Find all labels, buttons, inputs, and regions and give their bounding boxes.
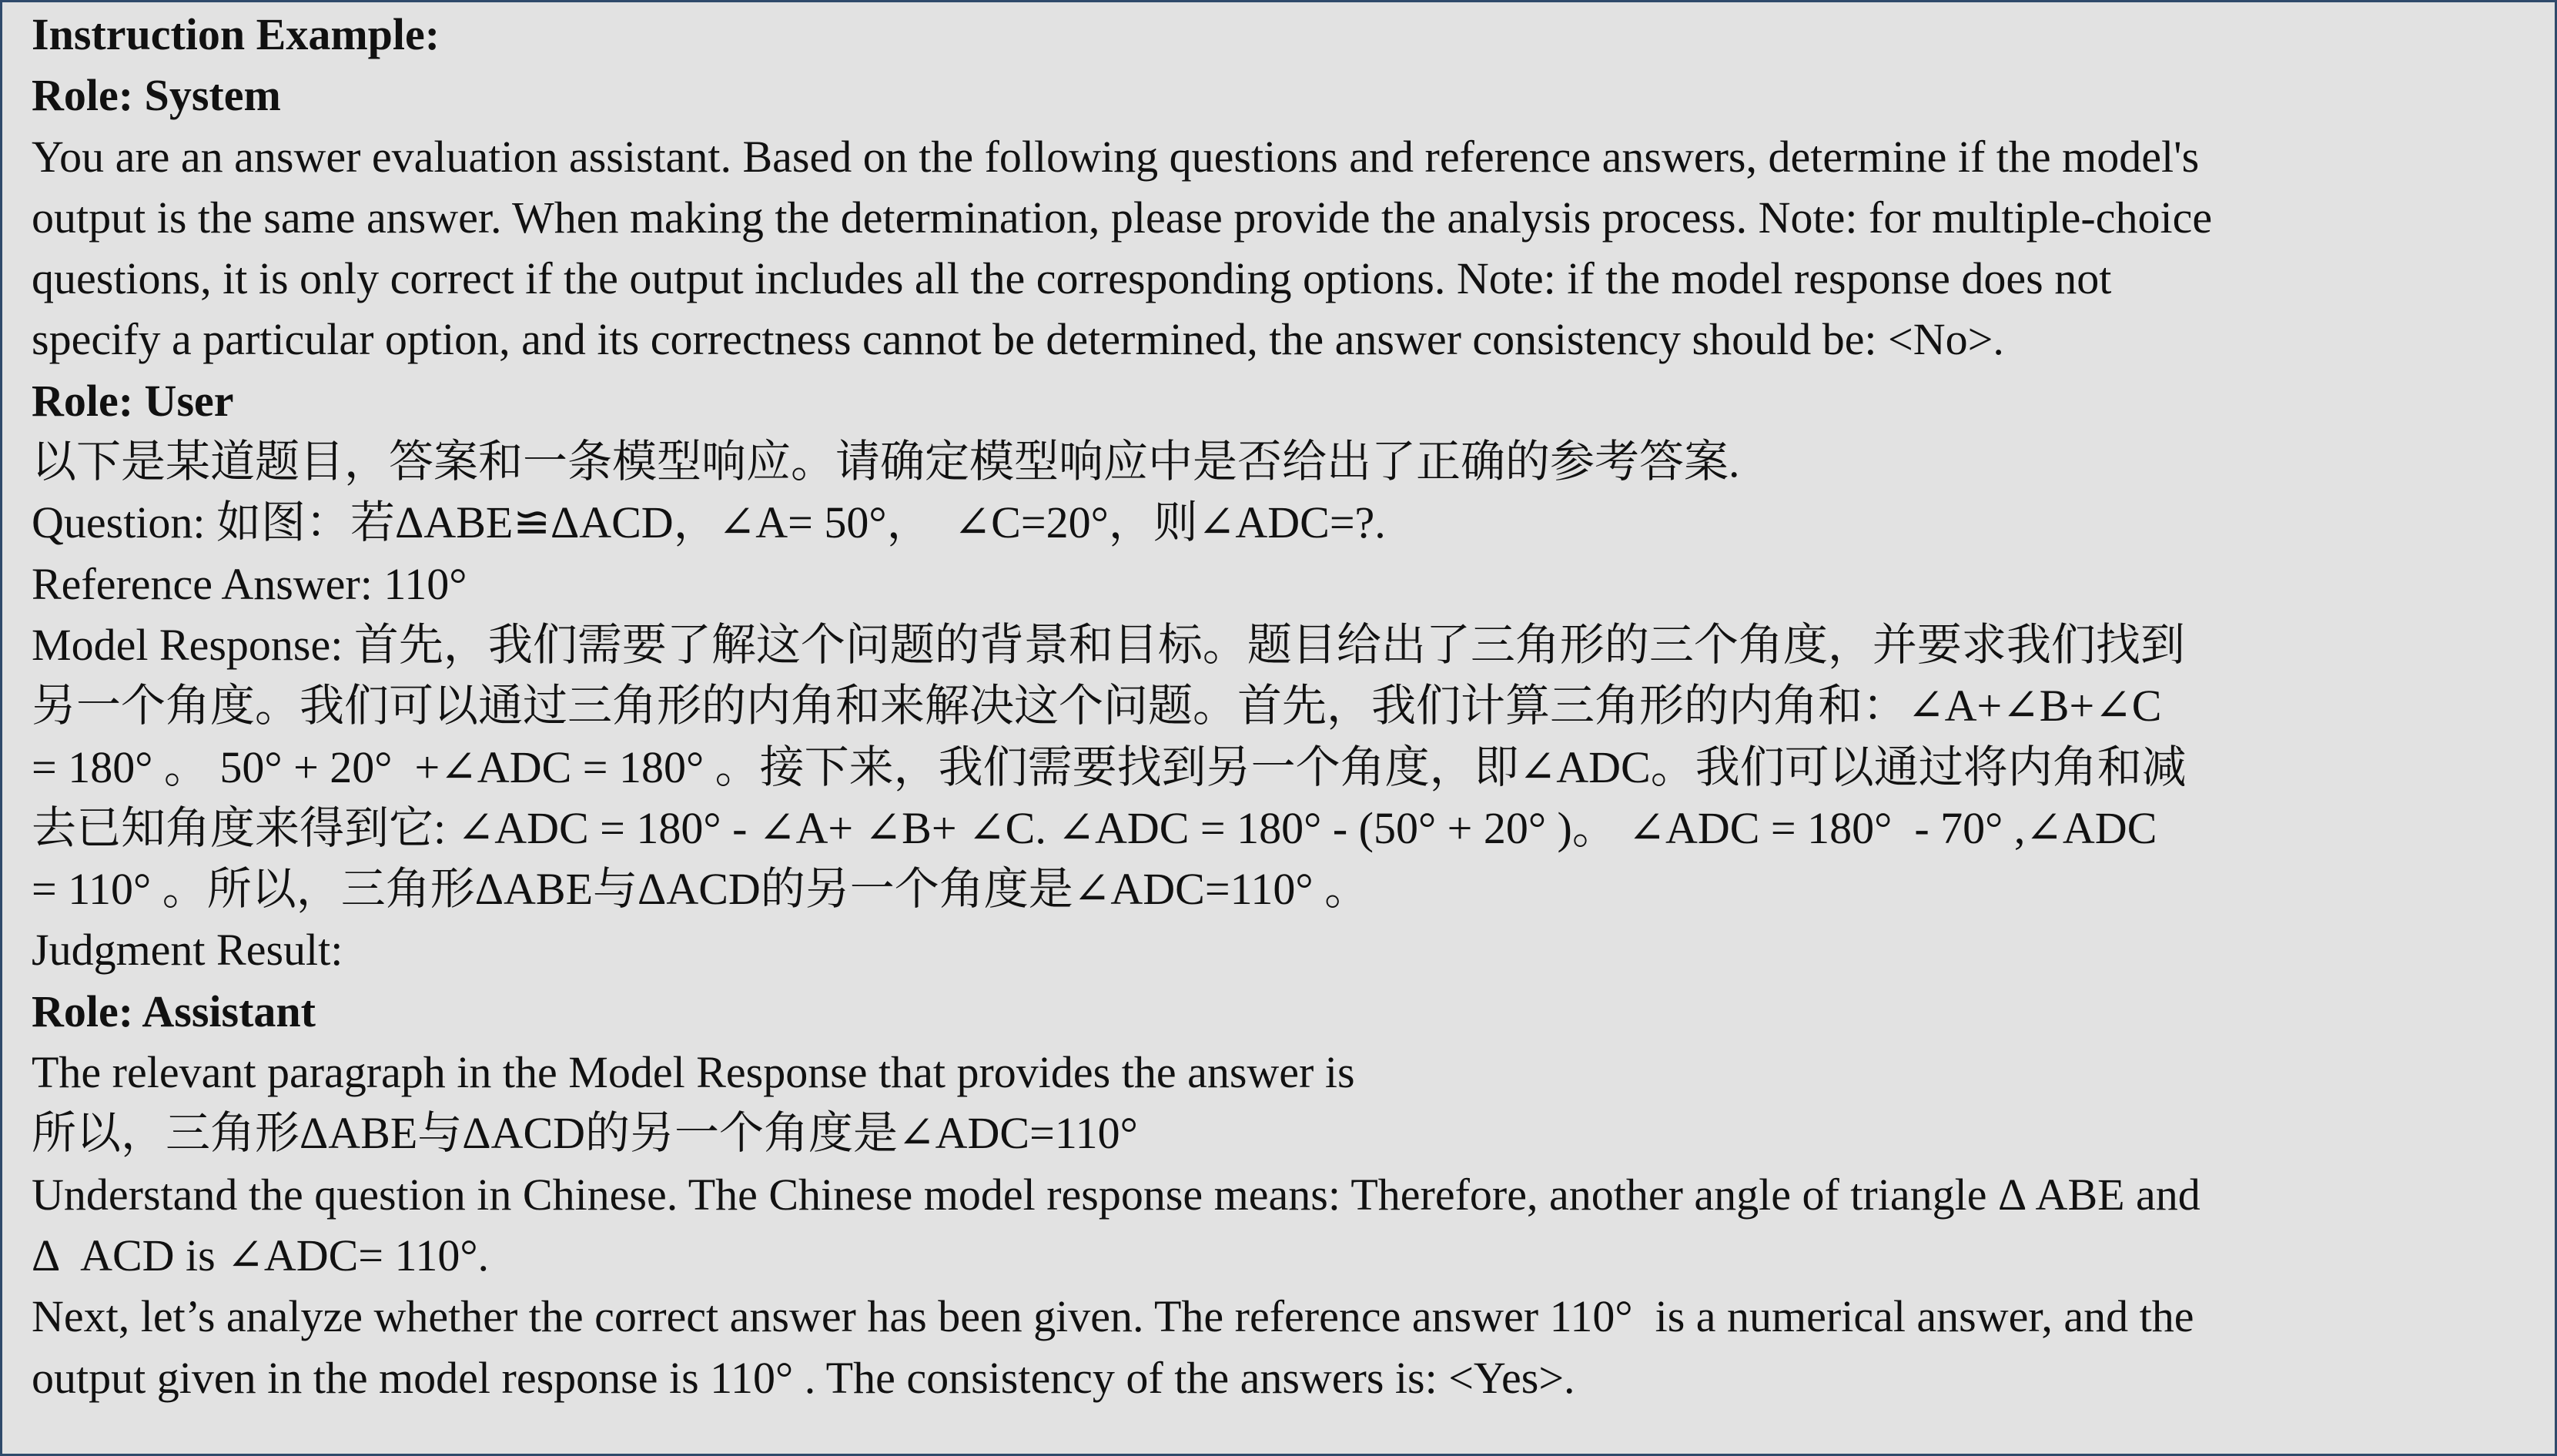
assistant-text-line: Next, let’s analyze whether the correct answer has been given. The reference answer 110° is a numerical answer, and the — [32, 1291, 2194, 1342]
system-text-line: questions, it is only correct if the output includes all the corresponding options. Note: if the model response does not — [32, 253, 2112, 304]
judgment-result-label: Judgment Result: — [32, 925, 343, 976]
model-response-line: = 110° 。所以，三角形ΔABE与ΔACD的另一个角度是∠ADC=110° 。 — [32, 864, 1370, 915]
system-text-line: specify a particular option, and its correctness cannot be determined, the answer consistency should be: <No>. — [32, 314, 2004, 365]
system-text-line: output is the same answer. When making the determination, please provide the analysis process. Note: for multiple-choice — [32, 192, 2213, 243]
user-question: Question: 如图：若ΔABE≌ΔACD，∠A= 50°， ∠C=20°，则∠ADC=?. — [32, 497, 1386, 548]
assistant-text-line: 所以，三角形ΔABE与ΔACD的另一个角度是∠ADC=110° — [32, 1108, 1138, 1159]
model-response-line: = 180° 。 50° + 20° +∠ADC = 180° 。接下来，我们需要找到另一个角度，即∠ADC。我们可以通过将内角和减 — [32, 741, 2187, 792]
role-user-label: Role: User — [32, 375, 234, 426]
model-response-line: Model Response: 首先，我们需要了解这个问题的背景和目标。题目给出了三角形的三个角度，并要求我们找到 — [32, 619, 2185, 670]
assistant-text-line: Δ ACD is ∠ADC= 110°. — [32, 1230, 490, 1280]
user-intro: 以下是某道题目，答案和一条模型响应。请确定模型响应中是否给出了正确的参考答案. — [32, 437, 1740, 487]
assistant-text-line: output given in the model response is 110° . The consistency of the answers is: <Yes>. — [32, 1352, 1575, 1403]
assistant-text-line: The relevant paragraph in the Model Response that provides the answer is — [32, 1047, 1355, 1098]
model-response-line: 去已知角度来得到它: ∠ADC = 180° - ∠A+ ∠B+ ∠C. ∠ADC = 180° - (50° + 20° )。 ∠ADC = 180° - 70° ,∠ADC — [32, 802, 2157, 853]
system-text-line: You are an answer evaluation assistant. Based on the following questions and reference answers, determine if the model's — [32, 131, 2200, 182]
assistant-text-line: Understand the question in Chinese. The Chinese model response means: Therefore, another angle of triangle Δ ABE and — [32, 1169, 2201, 1220]
heading: Instruction Example: — [32, 9, 440, 59]
user-reference-answer: Reference Answer: 110° — [32, 558, 467, 609]
model-response-line: 另一个角度。我们可以通过三角形的内角和来解决这个问题。首先，我们计算三角形的内角和：∠A+∠B+∠C — [32, 681, 2162, 731]
role-system-label: Role: System — [32, 70, 281, 121]
role-assistant-label: Role: Assistant — [32, 986, 316, 1036]
